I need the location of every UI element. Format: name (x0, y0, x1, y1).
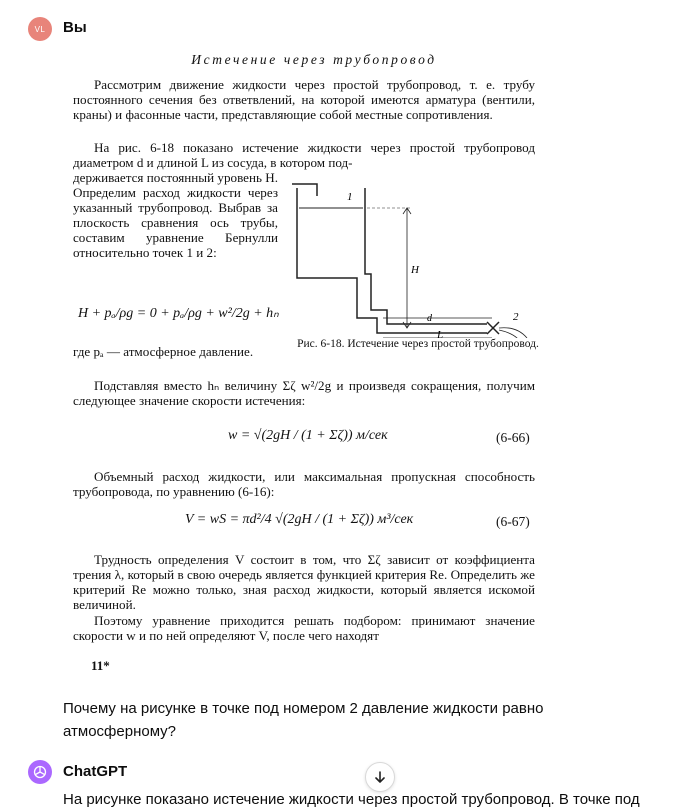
paragraph-left-column: держивается постоянный уровень H. Определим расход жидкости через указанный трубопровод. Выбрав за плоскость сравнения ось трубы, составим уравнение Бернулли относительно точек 1 и 2: (73, 170, 278, 260)
paragraph-figure-ref: На рис. 6-18 показано истечение жидкости через простой трубопровод диаметром d и длиной L из сосуда, в котором под- (73, 140, 535, 170)
equation-bernoulli: H + pₐ/ρg = 0 + pₐ/ρg + w²/2g + hₙ (78, 306, 279, 321)
document-title: Истечение через трубопровод (191, 52, 437, 67)
paragraph-volume: Объемный расход жидкости, или максимальная пропускная способность трубопровода, по уравнению (6-16): (73, 469, 535, 499)
pipe-diagram (287, 178, 547, 338)
paragraph-difficulty: Трудность определения V состоит в том, что Σζ зависит от коэффициента трения λ, который в свою очередь является функцией критерия Re. Определить же критерий Re можно только, зная расход жидкости, который является искомой величиной. (73, 552, 535, 612)
equation-velocity-number: (6-66) (496, 430, 530, 445)
paragraph-selection: Поэтому уравнение приходится решать подбором: принимают значение скорости w и по ней определяют V, после чего находят (73, 613, 535, 643)
figure-caption: Рис. 6-18. Истечение через простой трубопровод. (297, 338, 539, 350)
figure-label-h: H (411, 264, 419, 276)
user-name: Вы (63, 19, 87, 36)
paragraph-where: где pₐ — атмосферное давление. (73, 344, 254, 359)
figure-label-d: d (427, 313, 432, 324)
attached-document-image (63, 42, 565, 682)
user-avatar: VL (28, 17, 52, 41)
figure-label-2: 2 (513, 311, 519, 323)
figure-label-l: L (437, 329, 444, 338)
equation-velocity: w = √(2gH / (1 + Σζ)) м/сек (228, 428, 388, 443)
user-question: Почему на рисунке в точке под номером 2 давление жидкости равно атмосферному? (63, 700, 544, 740)
scroll-down-button[interactable] (365, 762, 395, 792)
assistant-name: ChatGPT (63, 763, 128, 780)
equation-volume-number: (6-67) (496, 514, 530, 529)
page-number: 11* (91, 658, 110, 673)
openai-icon (28, 760, 52, 784)
paragraph-substitute: Подставляя вместо hₙ величину Σζ w²/2g и произведя сокращения, получим следующее значение скорости истечения: (73, 378, 535, 408)
paragraph-intro: Рассмотрим движение жидкости через простой трубопровод, т. е. трубу постоянного сечения без ответвлений, на которой имеются арматура (вентили, краны) и фасонные части, представляющие собой местные сопротивления. (73, 77, 535, 122)
equation-volume: V = wS = πd²/4 √(2gH / (1 + Σζ)) м³/сек (185, 512, 414, 527)
figure-label-1: 1 (347, 191, 353, 203)
arrow-down-icon (373, 770, 387, 784)
assistant-answer: На рисунке показано истечение жидкости через простой трубопровод. В точке под (63, 791, 640, 808)
